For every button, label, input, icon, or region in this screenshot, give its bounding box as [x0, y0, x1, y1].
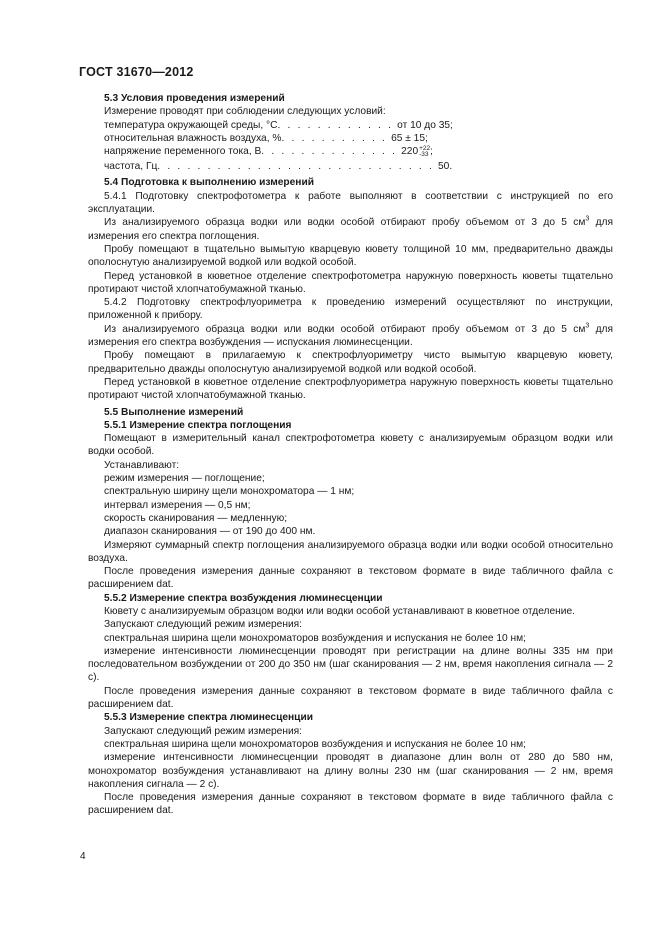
paragraph: Перед установкой в кюветное отделение спектрофлуориметра наружную поверхность кюветы тщательно протирают чистой хлопчатобумажной тканью.	[88, 376, 613, 402]
document-header: ГОСТ 31670—2012	[79, 65, 194, 79]
condition-value: 65 ± 15;	[391, 132, 428, 144]
paragraph: 5.4.1 Подготовку спектрофотометра к работе выполняют в соответствии с инструкцией по его эксплуатации.	[88, 190, 613, 216]
text: для измерения его спектра возбуждения — испускания люминесценции.	[88, 323, 613, 349]
paragraph: Кювету с анализируемым образцом водки или водки особой устанавливают в кюветное отделение.	[104, 605, 575, 617]
condition-frequency	[88, 160, 613, 173]
section-5-3-title: 5.3 Условия проведения измерений	[104, 93, 285, 104]
paragraph: спектральная ширина щели монохроматоров возбуждения и испускания не более 10 нм;	[104, 632, 526, 644]
list-item: интервал измерения — 0,5 нм;	[104, 499, 251, 511]
paragraph: спектральная ширина щели монохроматоров возбуждения и испускания не более 10 нм;	[104, 738, 526, 750]
paragraph: Пробу помещают в тщательно вымытую кварцевую кювету толщиной 10 мм, предварительно дважды ополоснутую анализируемой водкой или водкой особой.	[88, 243, 613, 269]
paragraph: После проведения измерения данные сохраняют в текстовом формате в виде табличного файла с расширением dat.	[88, 792, 613, 817]
page-body	[88, 92, 613, 818]
condition-label: частота, Гц	[104, 161, 158, 173]
leader-dots: . . . . . . . . . . .	[281, 132, 388, 144]
section-5-5-title: 5.5 Выполнение измерений	[104, 406, 244, 418]
leader-dots: . . . . . . . . . . . . . .	[261, 146, 398, 158]
section-5-5-1-title: 5.5.1 Измерение спектра поглощения	[104, 419, 292, 431]
condition-label: относительная влажность воздуха, %	[104, 132, 282, 144]
text: Из анализируемого образца водки или водки особой отбирают пробу объемом от 3 до 5 см	[104, 323, 586, 335]
list-item: диапазон сканирования — от 190 до 400 нм.	[104, 526, 316, 538]
paragraph	[88, 216, 613, 243]
paragraph: Перед установкой в кюветное отделение спектрофотометра наружную поверхность кюветы тщательно протирают чистой хлопчатобумажной тканью.	[88, 270, 613, 295]
list-item: скорость сканирования — медленную;	[104, 512, 288, 524]
superscript: 3	[585, 215, 590, 223]
leader-dots: . . . . . . . . . . . .	[277, 119, 394, 131]
tolerance-lower: -33	[419, 151, 429, 159]
voltage-tail: ;	[430, 146, 433, 158]
text: для измерения его спектра поглощения.	[88, 217, 613, 242]
tolerance-upper: +22	[419, 145, 431, 153]
paragraph: Измеряют суммарный спектр поглощения анализируемого образца водки или водки особой относительно воздуха.	[88, 539, 613, 564]
paragraph: измерение интенсивности люминесценции проводят при регистрации на длине волны 335 нм при последовательном возбуждении от 200 до 350 нм (шаг сканирования — 2 нм, время накопления сигнала — 2 с).	[88, 645, 613, 684]
text: Из анализируемого образца водки или водки особой отбирают пробу объемом от 3 до 5 см	[104, 217, 586, 229]
condition-label: напряжение переменного тока, В	[104, 146, 262, 158]
paragraph: После проведения измерения данные сохраняют в текстовом формате в виде табличного файла с расширением dat.	[88, 685, 613, 711]
section-5-5-3-title: 5.5.3 Измерение спектра люминесценции	[104, 712, 313, 724]
paragraph: измерение интенсивности люминесценции проводят в диапазоне длин волн от 280 до 580 нм, монохроматор возбуждения устанавливают на длину волны 230 нм (шаг сканирования — 2 нм, время накопления сигнала — 2 с).	[88, 752, 613, 790]
paragraph: Запускают следующий режим измерения:	[104, 619, 303, 631]
leader-dots: . . . . . . . . . . . . . . . . . . . . . . . . . . . .	[157, 161, 434, 173]
paragraph: 5.4.2 Подготовку спектрофлуориметра к проведению измерений осуществляют по инструкции, приложенной к прибору.	[88, 297, 613, 322]
condition-value: от 10 до 35;	[397, 119, 453, 131]
condition-temperature	[88, 119, 613, 132]
conditions-intro: Измерение проводят при соблюдении следующих условий:	[104, 106, 386, 118]
paragraph: Пробу помещают в прилагаемую к спектрофлуориметру чисто вымытую кварцевую кювету, предварительно дважды ополоснутую анализируемой водкой или водкой особой.	[88, 350, 613, 375]
condition-label: температура окружающей среды, °С	[104, 119, 278, 131]
condition-value: 50.	[437, 161, 453, 173]
paragraph: Запускают следующий режим измерения:	[104, 725, 303, 737]
section-5-4-title: 5.4 Подготовка к выполнению измерений	[104, 177, 314, 189]
list-item: режим измерения — поглощение;	[104, 473, 265, 485]
condition-voltage	[88, 145, 613, 160]
list-item: спектральную ширину щели монохроматора — 1 нм;	[104, 486, 355, 498]
superscript: 3	[585, 322, 590, 330]
page-number: 4	[80, 851, 86, 862]
voltage-tolerance	[419, 146, 430, 158]
voltage-nominal: 220	[401, 146, 419, 158]
paragraph: После проведения измерения данные сохраняют в текстовом формате в виде табличного файла с расширением dat.	[88, 566, 613, 591]
paragraph	[88, 323, 613, 350]
condition-value	[401, 145, 433, 158]
condition-humidity	[88, 132, 613, 145]
paragraph: Помещают в измерительный канал спектрофотометра кювету с анализируемым образцом водки или водки особой.	[88, 433, 613, 458]
section-5-5-2-title: 5.5.2 Измерение спектра возбуждения люминесценции	[104, 592, 383, 604]
paragraph: Устанавливают:	[104, 459, 180, 471]
